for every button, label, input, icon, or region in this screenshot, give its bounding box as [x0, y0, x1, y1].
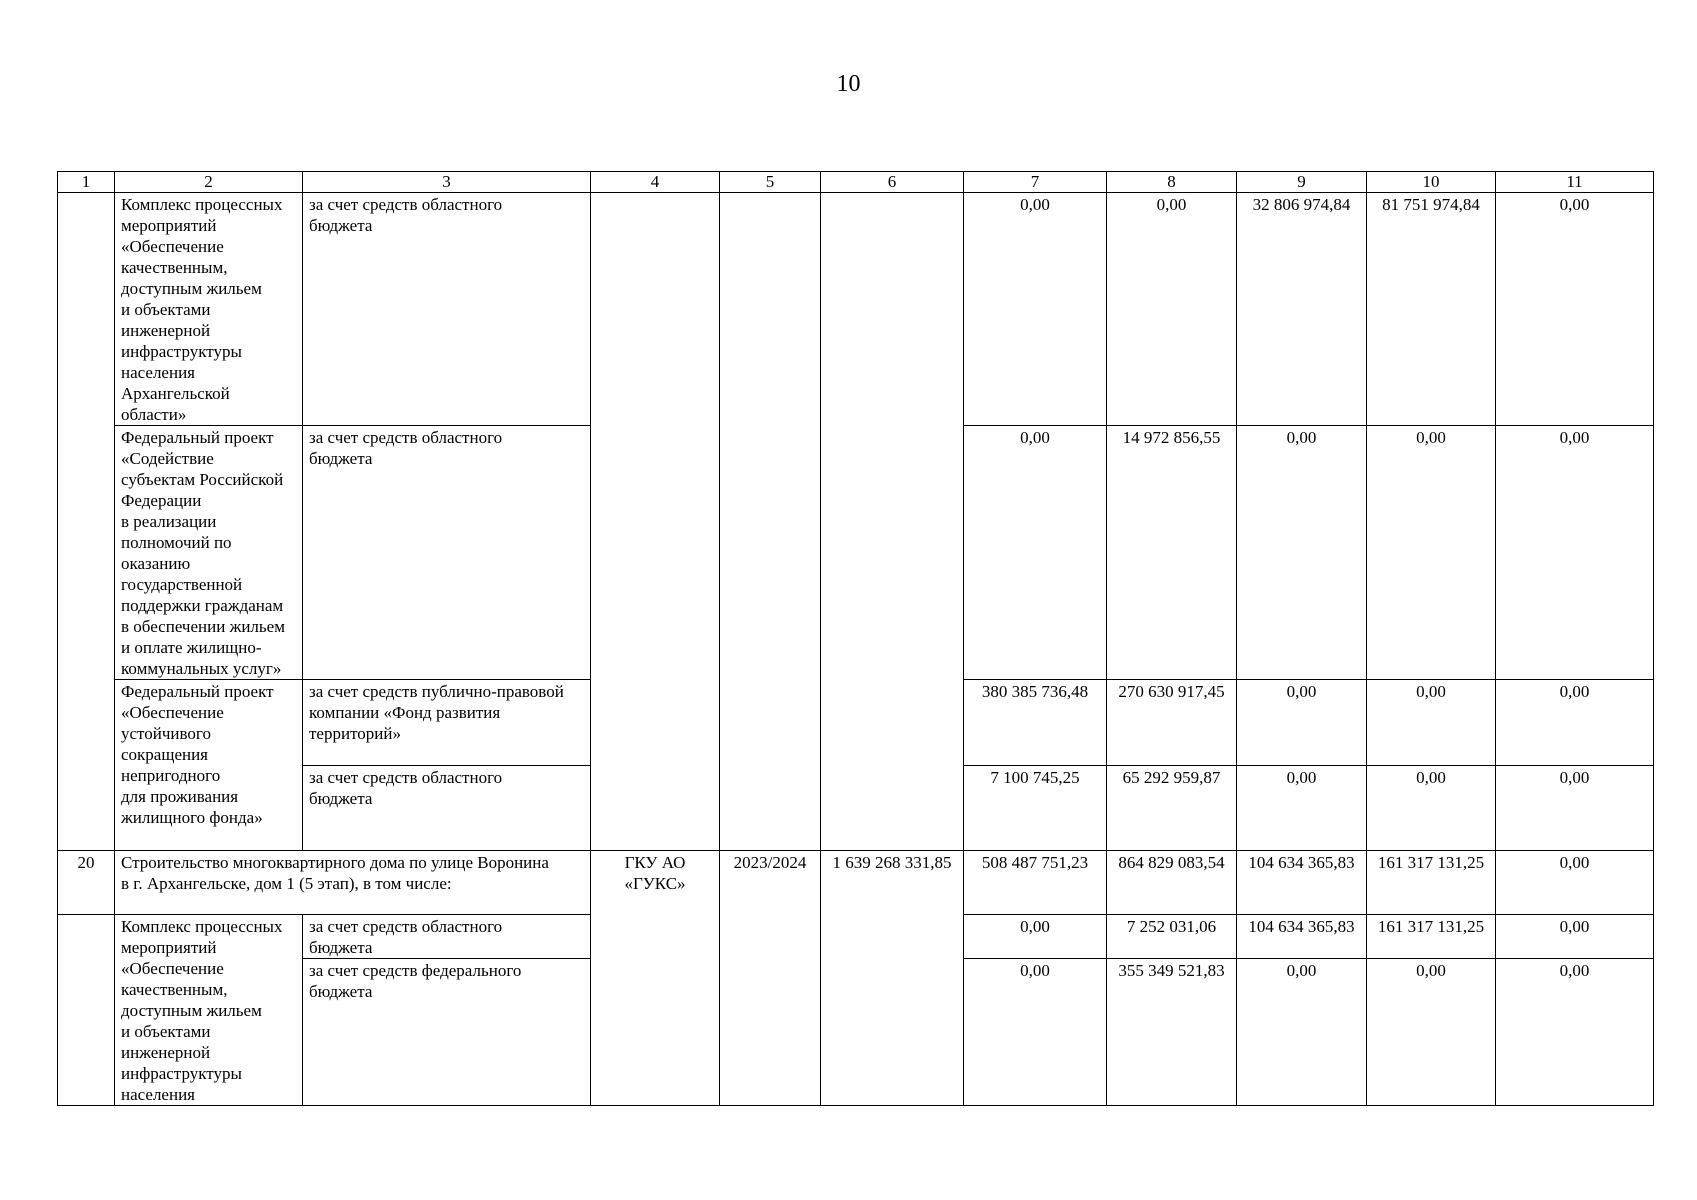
value-cell: 0,00: [1496, 193, 1654, 426]
value-cell: 14 972 856,55: [1107, 426, 1237, 680]
executor-cell-empty: [591, 193, 720, 851]
value-cell: 270 630 917,45: [1107, 680, 1237, 766]
value-cell: 864 829 083,54: [1107, 851, 1237, 915]
value-cell: 380 385 736,48: [964, 680, 1107, 766]
value-cell: 0,00: [1367, 766, 1496, 851]
number-cell-empty: [58, 193, 115, 851]
funding-source: за счет средств областного бюджета: [303, 915, 591, 959]
item-number: 20: [58, 851, 115, 915]
page-number: 10: [836, 71, 861, 97]
value-cell: 0,00: [1496, 680, 1654, 766]
header-cell: 6: [821, 172, 964, 193]
item-title: Строительство многоквартирного дома по улице Воронина в г. Архангельске, дом 1 (5 этап), в том числе:: [115, 851, 591, 915]
executor: ГКУ АО «ГУКС»: [591, 851, 720, 1106]
value-cell: 0,00: [1496, 851, 1654, 915]
value-cell: 0,00: [1496, 915, 1654, 959]
budget-table: [57, 171, 1654, 1106]
value-cell: 0,00: [1496, 959, 1654, 1106]
table-row: [58, 193, 1654, 426]
period: 2023/2024: [720, 851, 821, 1106]
funding-source: за счет средств публично-правовой компании «Фонд развития территорий»: [303, 680, 591, 766]
value-cell: 0,00: [964, 426, 1107, 680]
total-cell-empty: [821, 193, 964, 851]
table-row: [58, 851, 1654, 915]
value-cell: 0,00: [964, 915, 1107, 959]
header-cell: 4: [591, 172, 720, 193]
funding-source: за счет средств областного бюджета: [303, 426, 591, 680]
header-cell: 5: [720, 172, 821, 193]
value-cell: 0,00: [1237, 680, 1367, 766]
header-cell: 8: [1107, 172, 1237, 193]
value-cell: 0,00: [1107, 193, 1237, 426]
value-cell: 161 317 131,25: [1367, 915, 1496, 959]
value-cell: 104 634 365,83: [1237, 851, 1367, 915]
value-cell: 161 317 131,25: [1367, 851, 1496, 915]
value-cell: 0,00: [964, 193, 1107, 426]
value-cell: 0,00: [1237, 766, 1367, 851]
value-cell: 7 252 031,06: [1107, 915, 1237, 959]
value-cell: 7 100 745,25: [964, 766, 1107, 851]
number-cell-empty: [58, 915, 115, 1106]
value-cell: 0,00: [1367, 680, 1496, 766]
header-cell: 2: [115, 172, 303, 193]
header-cell: 7: [964, 172, 1107, 193]
value-cell: 0,00: [1367, 959, 1496, 1106]
measure-name: Федеральный проект «Обеспечение устойчивого сокращения непригодного для проживания жилищного фонда»: [115, 680, 303, 851]
header-cell: 10: [1367, 172, 1496, 193]
value-cell: 0,00: [1496, 766, 1654, 851]
period-cell-empty: [720, 193, 821, 851]
total-cost: 1 639 268 331,85: [821, 851, 964, 1106]
value-cell: 0,00: [1237, 426, 1367, 680]
header-cell: 9: [1237, 172, 1367, 193]
value-cell: 0,00: [1496, 426, 1654, 680]
header-cell: 3: [303, 172, 591, 193]
header-cell: 1: [58, 172, 115, 193]
value-cell: 508 487 751,23: [964, 851, 1107, 915]
value-cell: 355 349 521,83: [1107, 959, 1237, 1106]
value-cell: 0,00: [1237, 959, 1367, 1106]
value-cell: 104 634 365,83: [1237, 915, 1367, 959]
header-row: [58, 172, 1654, 193]
measure-name: Федеральный проект «Содействие субъектам Российской Федерации в реализации полномочий по оказанию государственной поддержки гражданам в обеспечении жильем и оплате жилищно- коммунальных услуг»: [115, 426, 303, 680]
measure-name: Комплекс процессных мероприятий «Обеспечение качественным, доступным жильем и объектами инженерной инфраструктуры населения: [115, 915, 303, 1106]
funding-source: за счет средств областного бюджета: [303, 766, 591, 851]
value-cell: 0,00: [1367, 426, 1496, 680]
value-cell: 65 292 959,87: [1107, 766, 1237, 851]
value-cell: 81 751 974,84: [1367, 193, 1496, 426]
funding-source: за счет средств областного бюджета: [303, 193, 591, 426]
measure-name: Комплекс процессных мероприятий «Обеспечение качественным, доступным жильем и объектами инженерной инфраструктуры населения Архангельской области»: [115, 193, 303, 426]
header-cell: 11: [1496, 172, 1654, 193]
value-cell: 32 806 974,84: [1237, 193, 1367, 426]
funding-source: за счет средств федерального бюджета: [303, 959, 591, 1106]
value-cell: 0,00: [964, 959, 1107, 1106]
